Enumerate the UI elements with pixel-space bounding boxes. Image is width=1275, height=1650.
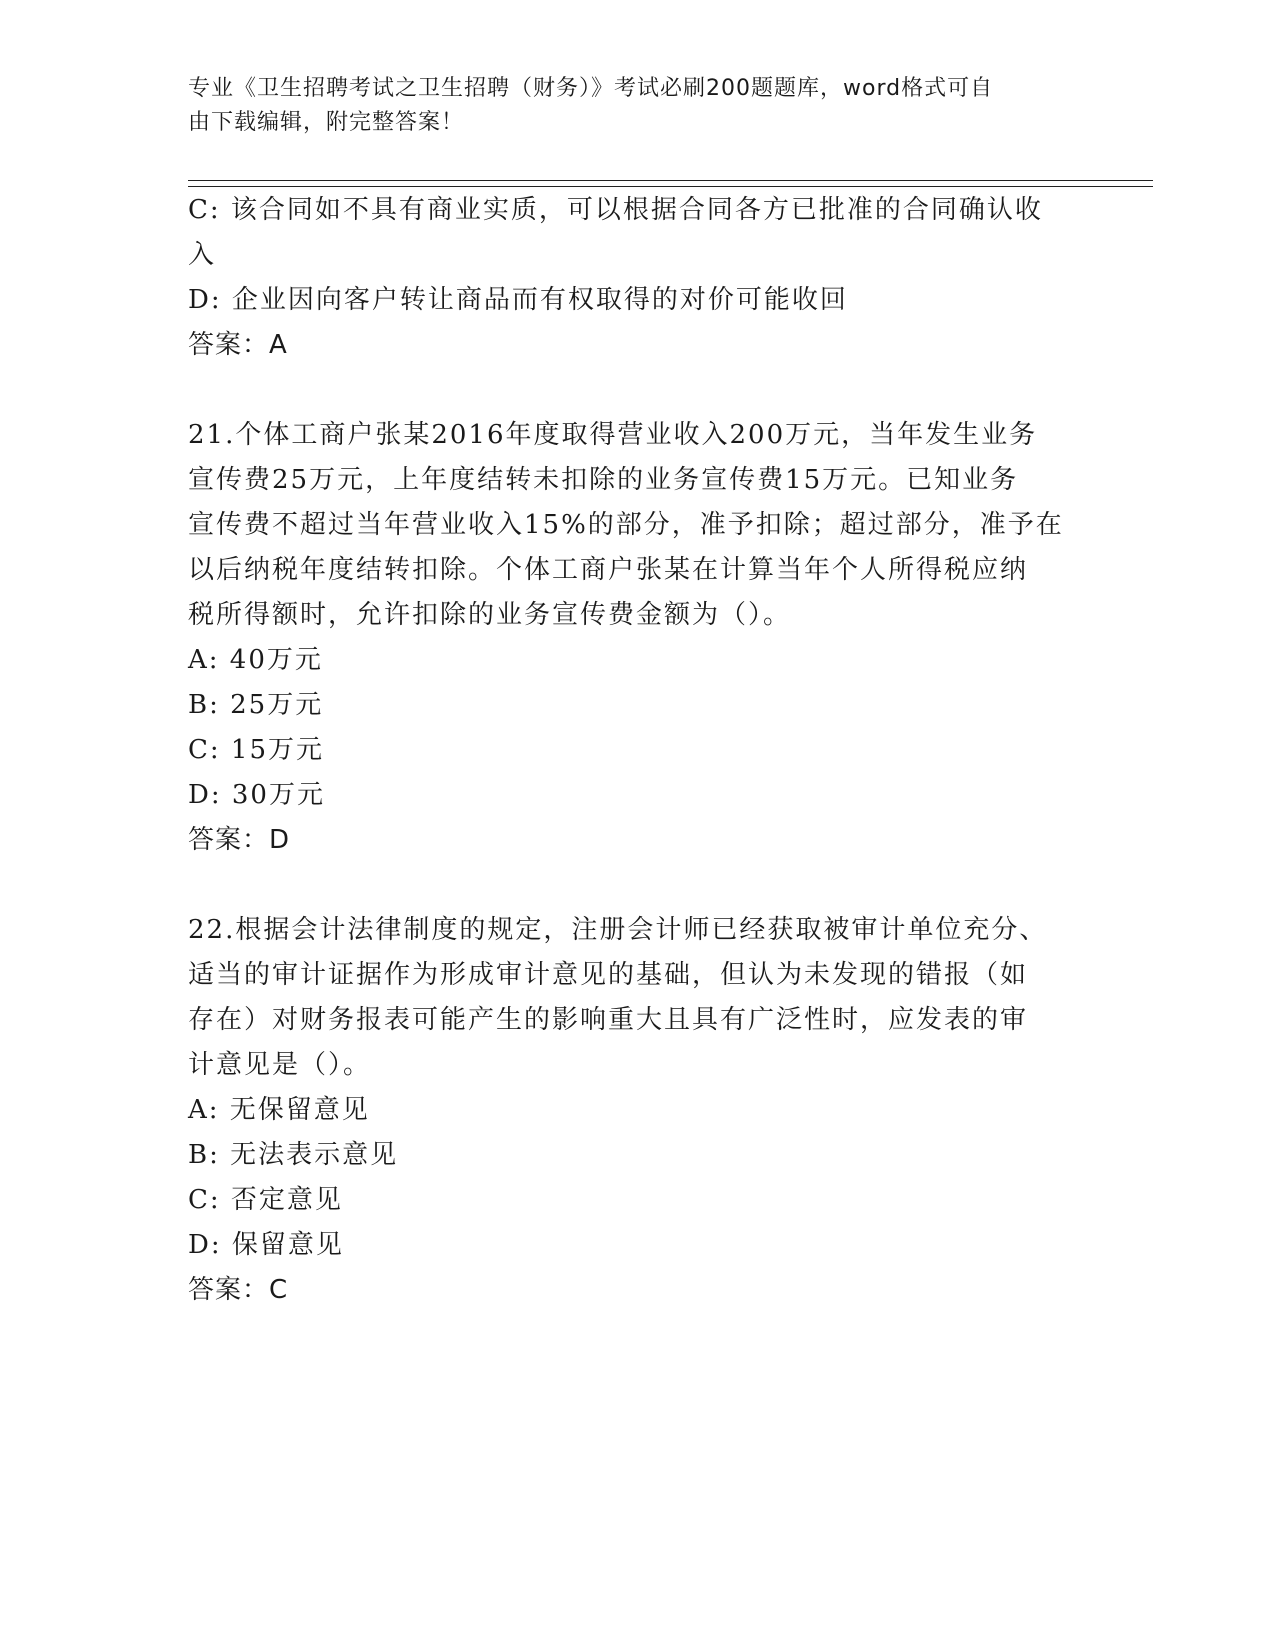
- question-text-line: 以后纳税年度结转扣除。个体工商户张某在计算当年个人所得税应纳: [188, 555, 1029, 585]
- option-b: B: 无法表示意见: [188, 1140, 399, 1170]
- option-a: A: 40万元: [188, 645, 323, 675]
- question-20-tail: [188, 188, 1088, 368]
- option-d: D: 企业因向客户转让商品而有权取得的对价可能收回: [188, 285, 848, 315]
- answer: 答案：A: [188, 330, 288, 360]
- question-21: [188, 413, 1088, 863]
- header-line-1: 专业《卫生招聘考试之卫生招聘（财务）》考试必刷200题题库，word格式可自: [188, 76, 994, 101]
- option-c: C: 否定意见: [188, 1185, 343, 1215]
- option-d: D: 30万元: [188, 780, 325, 810]
- question-text-line: 适当的审计证据作为形成审计意见的基础，但认为未发现的错报（如: [188, 960, 1029, 990]
- question-22: [188, 908, 1088, 1313]
- question-text-line: 税所得额时，允许扣除的业务宣传费金额为（）。: [188, 600, 792, 630]
- question-text-line: 21.个体工商户张某2016年度取得营业收入200万元，当年发生业务: [188, 420, 1038, 450]
- document-header: [188, 72, 1068, 140]
- option-c: C: 该合同如不具有商业实质，可以根据合同各方已批准的合同确认收: [188, 195, 1043, 225]
- answer: 答案：D: [188, 825, 291, 855]
- option-b: B: 25万元: [188, 690, 324, 720]
- question-text-line: 计意见是（）。: [188, 1050, 372, 1080]
- question-text-line: 宣传费25万元，上年度结转未扣除的业务宣传费15万元。已知业务: [188, 465, 1019, 495]
- option-a: A: 无保留意见: [188, 1095, 370, 1125]
- header-divider-bottom: [188, 186, 1153, 187]
- option-d: D: 保留意见: [188, 1230, 344, 1260]
- question-text-line: 宣传费不超过当年营业收入15%的部分，准予扣除；超过部分，准予在: [188, 510, 1064, 540]
- document-body: [188, 188, 1088, 1313]
- answer: 答案：C: [188, 1275, 289, 1305]
- option-c: C: 15万元: [188, 735, 325, 765]
- header-line-2: 由下载编辑，附完整答案！: [188, 110, 465, 135]
- question-text-line: 存在）对财务报表可能产生的影响重大且具有广泛性时，应发表的审: [188, 1005, 1029, 1035]
- option-c-continued: 入: [188, 240, 217, 270]
- question-text-line: 22.根据会计法律制度的规定，注册会计师已经获取被审计单位充分、: [188, 915, 1048, 945]
- header-divider-top: [188, 180, 1153, 181]
